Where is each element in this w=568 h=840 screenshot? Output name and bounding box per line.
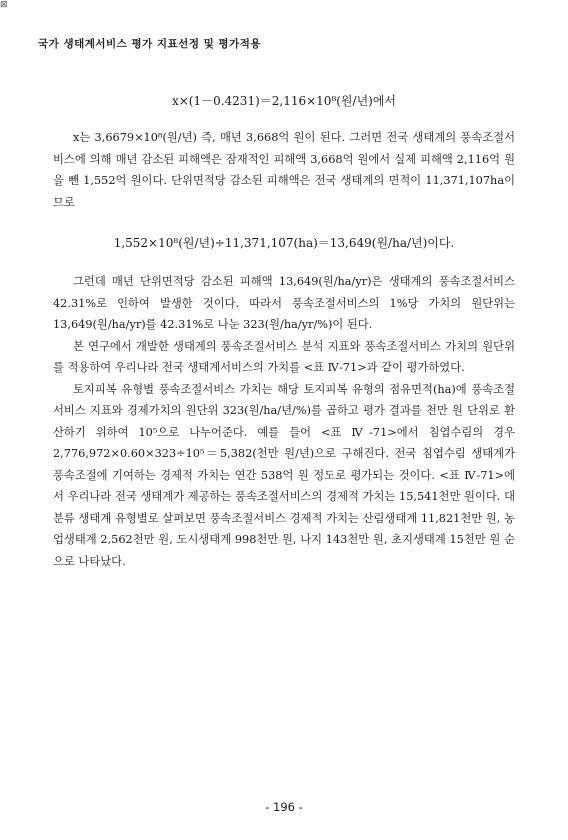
equation-1: x×(1－0.4231)＝2,116×10⁸(원/년)에서 <box>171 94 397 108</box>
page-number: - 196 - <box>265 800 303 814</box>
paragraph-3: 본 연구에서 개발한 생태계의 풍속조절서비스 분석 지표와 풍속조절서비스 가치의 원단위를 적용하여 우리나라 전국 생태계서비스의 가치를 <표 Ⅳ-71>과 같이 평가하였다. <box>53 339 515 374</box>
paragraph-2: 그런데 매년 단위면적당 감소된 피해액 13,649(원/ha/yr)은 생태계의 풍속조절서비스 42.31%로 인하여 발생한 것이다. 따라서 풍속조절서비스의 1%당 가치의 원단위는 13,649(원/ha/yr)를 42.31%로 나눈 323(원/ha/yr/%)이 된다. <box>53 275 515 331</box>
running-header: 국가 생태계서비스 평가 지표선정 및 평가적용 <box>38 38 261 50</box>
text-block-2 <box>53 271 515 572</box>
text-block-1 <box>53 127 515 213</box>
equation-2: 1,552×10⁸(원/년)÷11,371,107(ha)＝13,649(원/ha/년)이다. <box>113 236 455 250</box>
corner-mark: ⊠ <box>0 0 8 10</box>
paragraph-4: 토지피복 유형별 풍속조절서비스 가치는 해당 토지피복 유형의 점유면적(ha)에 풍속조절서비스 지표와 경제가치의 원단위 323(원/ha/년/%)를 곱하고 평가 결과를 천만 원 단위로 환산하기 위하여 10⁵으로 나누어준다. 예를 들어 <표 Ⅳ-71>에서 침엽수림의 경우 2,776,972×0.60×323÷10⁵＝5,382(천만 원/년)으로 구해진다. 전국 침엽수림 생태계가 풍속조절에 기여하는 경제적 가치는 연간 538억 원 정도로 평가되는 것이다. <표 Ⅳ-71>에서 우리나라 전국 생태계가 제공하는 풍속조절서비스의 경제적 가치는 15,541천만 원이다. 대분류 생태계 유형별로 살펴보면 풍속조절서비스 경제적 가치는 산림생태계 11,821천만 원, 농업생태계 2,562천만 원, 도시생태계 998천만 원, 나지 143천만 원, 초지생태계 15천만 원 순으로 나타났다. <box>53 382 515 568</box>
paragraph-1: x는 3,6679×10⁸(원/년) 즉, 매년 3,668억 원이 된다. 그러면 전국 생태계의 풍속조절서비스에 의해 매년 감소된 피해액은 잠재적인 피해액 3,668억 원에서 실제 피해액 2,116억 원을 뺀 1,552억 원이다. 단위면적당 감소된 피해액은 전국 생태계의 면적이 11,371,107ha이므로 <box>53 131 515 209</box>
